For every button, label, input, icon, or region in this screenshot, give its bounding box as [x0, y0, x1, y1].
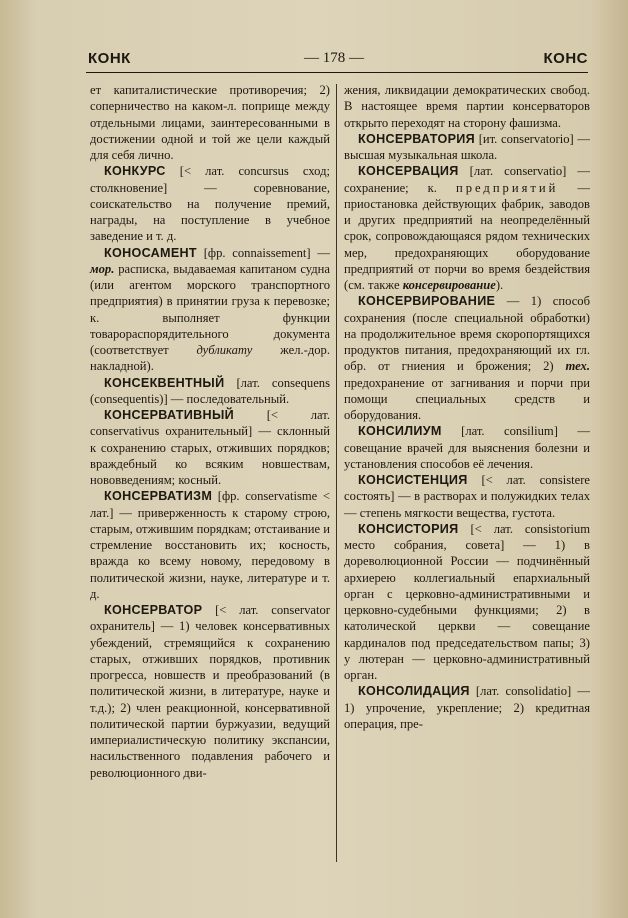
- entry-konservativnyi: [90, 407, 330, 488]
- entry-definition: предохранение от загнивания и порчи при помощи специальных средств и оборудования.: [344, 375, 590, 422]
- entry-konservatoriya: [344, 131, 590, 164]
- entry-konservatizm: [90, 488, 330, 602]
- entry-definition: расписка, выдаваемая капитаном судна (или агентом морского транспортного предприятия) в принятии груза к перевозке; к. выполняет функции товарораспорядительного документа (соответствует: [90, 261, 331, 357]
- entry-definition: [лат. conservatio] — сохранение; к.: [344, 164, 590, 195]
- header-guide-word-right: КОНС: [543, 50, 588, 67]
- entry-spaced-term: предприятий: [455, 180, 559, 195]
- entry-headword: КОНОСАМЕНТ: [104, 245, 197, 260]
- entry-headword: КОНСЕКВЕНТНЫЙ: [104, 375, 225, 390]
- entry-definition: [< лат. conservator охранитель] — 1) человек консервативных убеждений, стремящийся к сохранению старых, отживших порядков, противник прогресса, новшеств и преобразований (в политической жизни, в литературе, науке и т.д.); 2) член реакционной, консервативной политической партии буржуазии, ведущий империалистическую политику экспансии, насильственного подавления рабочего и революционного дви-: [90, 603, 330, 780]
- entry-definition: [ит. conservatorio] — высшая музыкальная школа.: [344, 131, 591, 162]
- entry-definition: [фр. conservatisme < лат.] — приверженность к старому строю, старым, отжившим порядкам; отстаивание и стремление восстановить их; косность, вражда ко всему новому, передовому в политической жизни, науке, литературе и т. д.: [90, 489, 330, 601]
- page-header: [86, 50, 588, 78]
- entry-cross-reference: консервирование: [402, 278, 496, 292]
- entry-headword: КОНСЕРВАЦИЯ: [358, 164, 459, 179]
- header-guide-word-left: КОНК: [88, 50, 131, 67]
- entry-definition: [лат. consequens (consequentis)] — последовательный.: [90, 375, 330, 406]
- entry-headword: КОНСИСТЕНЦИЯ: [358, 473, 468, 487]
- entry-konosament: [90, 245, 330, 375]
- entry-konkurs: [90, 163, 330, 244]
- page-number: — 178 —: [304, 50, 364, 66]
- entry-konsistentsiya: [344, 472, 590, 521]
- entry-headword: КОНСЕРВАТОРИЯ: [358, 131, 475, 146]
- entry-definition: — приостановка действующих фабрик, заводов и других предприятий на неопределённый срок, сопровождающаяся рядом технических мер, предохраняющих оборудование предприятий от порчи во время бездействия (см. также: [344, 180, 590, 292]
- entry-headword: КОНСЕРВАТОР: [104, 603, 203, 617]
- continued-entry-text: жения, ликвидации демократических свобод. В настоящее время партии консерваторов открыто переходят на сторону фашизма.: [344, 83, 590, 130]
- column-divider: [336, 84, 337, 862]
- entry-headword: КОНСЕРВИРОВАНИЕ: [358, 294, 496, 309]
- header-rule: [86, 72, 588, 73]
- entry-definition: [лат. consilium] — совещание врачей для выяснения болезни и установления способов её лечения.: [344, 424, 590, 471]
- entry-headword: КОНСОЛИДАЦИЯ: [358, 684, 470, 699]
- entry-headword: КОНСЕРВАТИЗМ: [104, 489, 213, 504]
- entry-konservatsiya: [344, 163, 590, 293]
- continued-entry-text: ет капиталистические противоречия; 2) соперничество на каком-л. поприще между отдельными лицами, заинтересованными в достижении одной и той же цели каждый для себя лично.: [90, 83, 330, 162]
- entry-konservirovanie: [344, 293, 590, 423]
- entry-definition: жел.-дор. накладной).: [90, 343, 330, 374]
- entry-label: тех.: [565, 359, 590, 374]
- entry-definition: [< лат. consistorium место собрания, совета] — 1) в дореволюционной России — подчинённый архиерею коллегиальный епархиальный орган с церковно-административными и церковно-судебными функциями; 2) в католической церкви — совещание кардиналов под председательством папы; 3) у лютеран — церковно-административный орган.: [344, 521, 590, 682]
- entry-konsolidatsiya: [344, 683, 590, 732]
- entry-headword: КОНСИЛИУМ: [358, 424, 442, 439]
- entry-cross-reference: дубликату: [196, 343, 253, 357]
- entry-konservator: [90, 602, 330, 781]
- entry-headword: КОНКУРС: [104, 164, 166, 179]
- entry-konsekventnyi: [90, 375, 330, 408]
- entry-definition: ).: [495, 278, 504, 292]
- entry-headword: КОНСЕРВАТИВНЫЙ: [104, 408, 234, 422]
- entry-label: мор.: [90, 261, 115, 276]
- entry-definition: [лат. consolidatio] — 1) упрочение, укрепление; 2) кредитная операция, пре-: [344, 684, 590, 731]
- entry-headword: КОНСИСТОРИЯ: [358, 521, 459, 536]
- entry-definition: [фр. connaissement] —: [203, 245, 330, 260]
- entry-konsilium: [344, 423, 590, 472]
- left-column: [90, 82, 330, 781]
- entry-definition: [< лат. consistere состоять] — в растворах и полужидких телах — степень мягкости вещества, густота.: [344, 473, 590, 520]
- entry-definition: [< лат. conservativus охранительный] — склонный к сохранению старых, отживших порядков; враждебный ко всяким новшествам, нововведениям; косный.: [90, 408, 330, 487]
- right-column: [344, 82, 590, 732]
- entry-definition: — 1) способ сохранения (после специальной обработки) на продолжительное время скоропортящихся продуктов питания, предохраняющий их гл. обр. от гниения и брожения; 2): [344, 294, 590, 374]
- entry-konsistoriya: [344, 521, 590, 684]
- entry-definition: [< лат. concursus сход; столкновение] — соревнование, соискательство на получение премий, награды, на поступление в учебное заведение и т. д.: [90, 164, 330, 244]
